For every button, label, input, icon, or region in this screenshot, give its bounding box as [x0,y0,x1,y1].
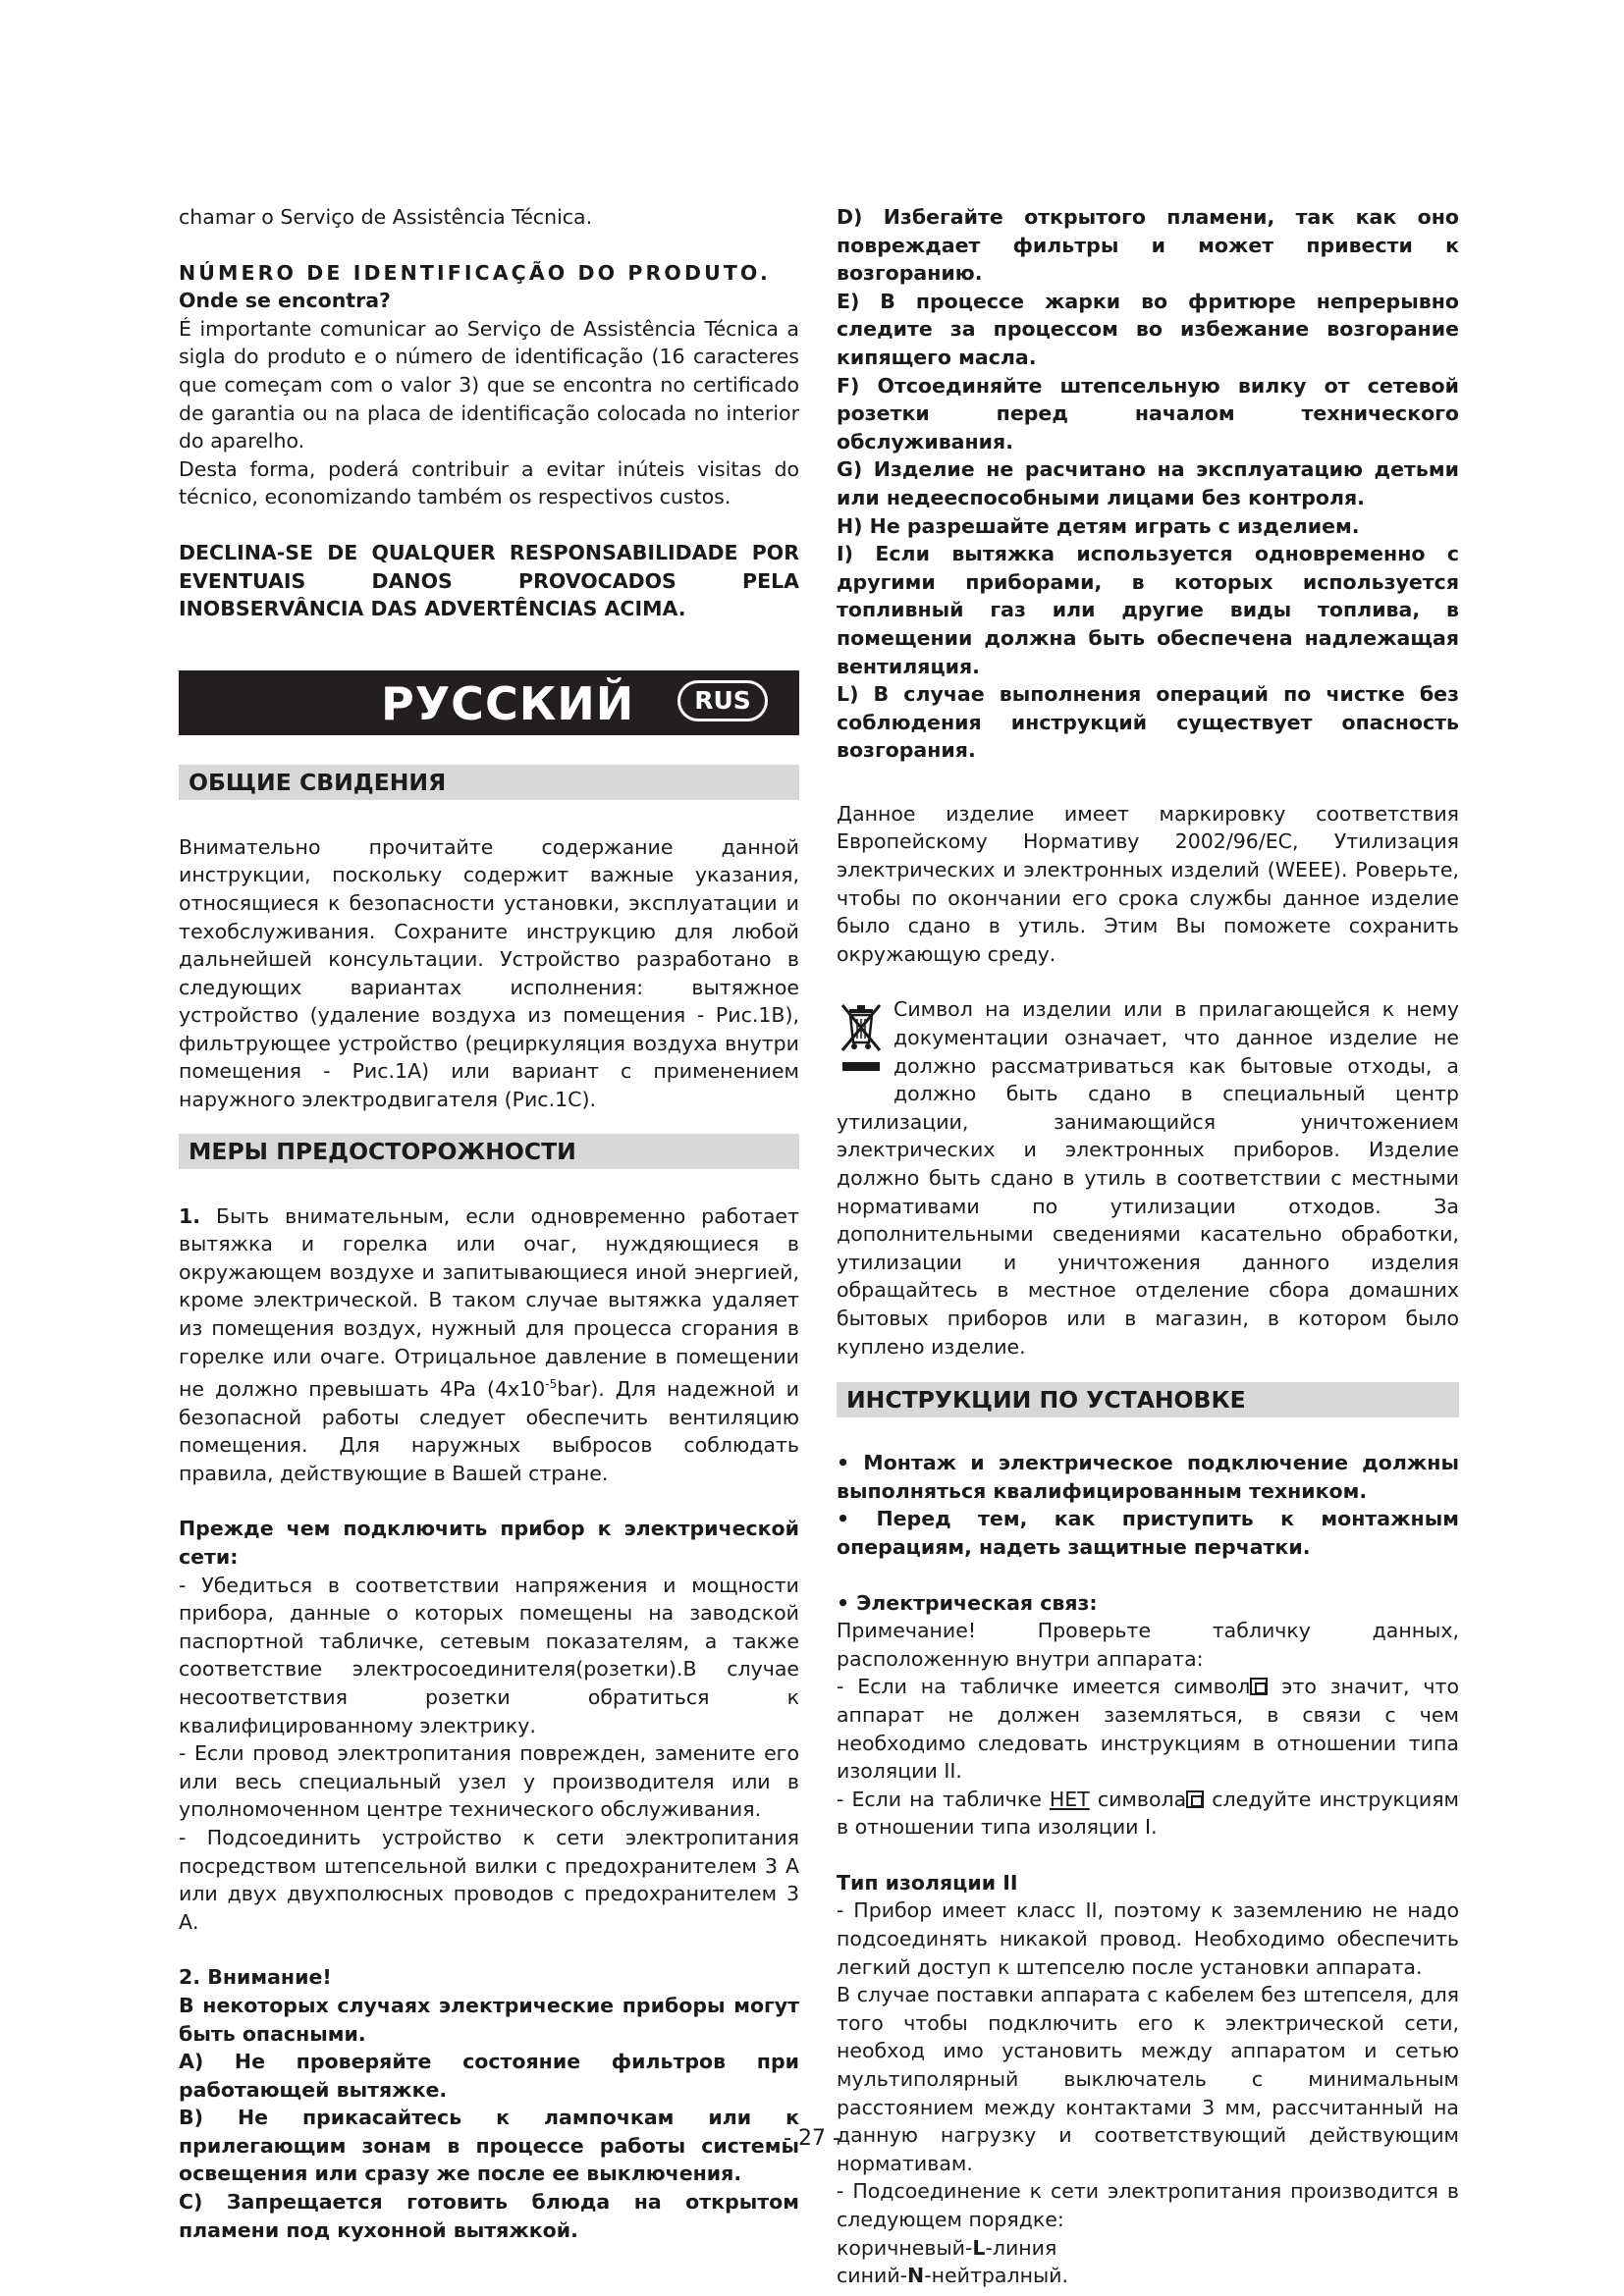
wire-brown [837,2234,1459,2263]
electrical-item-1-b: это значит, что аппарат не должен заземляться, в связи с чем необходимо следовать инструкциям в отношении типа изоляции II. [837,1675,1459,1784]
isolation-heading: Тип изоляции II [837,1870,1018,1895]
weee-body: Символ на изделии или в прилагающейся к нему документации означает, что данное изделие не должно рассматриваться как бытовые отходы, а должно быть сдано в специальный центр утилизации, занимающийся уничтожением электрических и электронных приборов. Изделие должно быть сдано в утиль в соответствии с местными нормативами по утилизации отходов. За дополнительными сведениями касательно обработки, утилизации и уничтожения данного изделия обращайтесь в местное отделение сбора домашних бытовых приборов или в магазин, в котором было куплено изделие. [837,997,1459,1359]
electrical-item-2-a: - Если на табличке [837,1787,1050,1811]
safety-text-a: Быть внимательным, если одновременно работает вытяжка и горелка или очаг, нуждяющиеся в окружающем воздухе и запитывающиеся иной энергией, кроме электрической. В таком случае вытяжка удаляет из помещения воздух, нужный для процесса сгорания в горелке или очаге. Отрицальное давление в помещении не должно превышать 4Pa (4x10 [179,1203,799,1402]
connection-item-1: - Убедиться в соответствии напряжения и мощности прибора, данные о которых помещены на заводской паспортной табличке, сетевым показателям, а также соответствие электросоединителя(розетки).В случае несоответствия розетки обратиться к квалифицированному электрику. [179,1573,799,1737]
warning-e: Е) В процессе жарки во фритюре непрерывно следите за процессом во избежание возгорание кипящего масла. [837,289,1459,369]
double-insulation-icon [1250,1678,1268,1695]
disclaimer: DECLINA-SE DE QUALQUER RESPONSABILIDADE POR EVENTUAIS DANOS PROVOCADOS PELA INOBSERVÂNCIA DAS ADVERTÊNCIAS ACIMA. [179,540,799,621]
general-body: Внимательно прочитайте содержание данной инструкции, поскольку содержит важные указания, относящиеся к безопасности установки, эксплуатации и техобслуживания. Сохраните инструкцию для любой дальнейшей консультации. Устройство разработано в следующих вариантах исполнения: вытяжное устройство (удаление воздуха из помещения - Рис.1В), фильтрующее устройство (рециркуляция воздуха внутри помещения - Рис.1А) или вариант с применением наружного электродвигателя (Рис.1С). [179,834,799,1112]
attention-item-b: В) Не прикасайтесь к лампочкам или к прилегающим зонам в процессе работы системы освещения или сразу же после ее выключения. [179,2106,799,2186]
weee-block [837,995,1459,1361]
wire-blue [837,2262,1459,2290]
safety-item-1 [179,1202,799,1488]
id-title: NÚMERO DE IDENTIFICAÇÃO DO PRODUTO. [179,260,771,285]
attention-item-1: В некоторых случаях электрические приборы могут быть опасными. [179,1993,799,2046]
electrical-item-2-b: символа [1089,1787,1187,1811]
double-insulation-icon [1186,1790,1204,1808]
electrical-note: Примечание! Проверьте табличку данных, расположенную внутри аппарата: [837,1619,1459,1671]
electrical-item-1-a: - Если на табличке имеется символ [837,1675,1251,1699]
language-badge: RUS [677,680,768,721]
wire-blue-c: -нейтралный. [924,2264,1069,2288]
electrical-item-2-underlined: НЕТ [1049,1787,1090,1811]
wire-brown-a: коричневый- [837,2235,973,2260]
connection-item-2: - Если провод электропитания поврежден, замените его или весь специальный узел у производителя или в уполномоченном центре технического обслуживания. [179,1741,799,1822]
warning-i: I) Если вытяжка используется одновременно с другими приборами, в которых используется топливный газ или другие виды топлива, в помещении должна быть обеспечена надлежащая вентиляция. [837,542,1459,678]
section-general: ОБЩИЕ СВИДЕНИЯ [179,765,799,800]
install-item-2: • Перед тем, как приступить к монтажным операциям, надеть защитные перчатки. [837,1507,1459,1559]
section-safety: МЕРЫ ПРЕДОСТОРОЖНОСТИ [179,1134,799,1169]
crossed-bin-icon [837,999,886,1082]
intro-text: chamar o Serviço de Assistência Técnica. [179,205,593,229]
connection-heading: Прежде чем подключить прибор к электрической сети: [179,1517,799,1570]
safety-text-b: bar). Для надежной и безопасной работы следует обеспечить вентиляцию помещения. Для наружных выбросов соблюдать правила, действующие в Вашей стране. [179,1377,800,1485]
weee-intro: Данное изделие имеет маркировку соответствия Европейскому Нормативу 2002/96/EC, Утилизация электрических и электронных изделий (WEEE). Роверьте, чтобы по окончании его срока службы данное изделие было сдано в утиль. Этим Вы поможете сохранить окружающую среду. [837,801,1459,966]
isolation-item-1: - Прибор имеет класс II, поэтому к заземлению не надо подсоединять никакой провод. Необходимо обеспечить легкий доступ к штепселю после установки аппарата. [837,1898,1459,1979]
wire-brown-c: -линия [985,2235,1057,2260]
isolation-item-2: В случае поставки аппарата с кабелем без штепселя, для того чтобы подключить его к электрической сети, необход имо установить между аппаратом и сетью мультиполярный выключатель с минимальным расстоянием между контактами 3 мм, рассчитанный на данную нагрузку и соответствующий действующим нормативам. [837,1983,1459,2175]
page-number: - 27 - [784,2126,840,2151]
warning-f: F) Отсоединяйте штепсельную вилку от сетевой розетки перед началом технического обслуживания. [837,373,1459,454]
electrical-item-2-c: следуйте инструкциям в отношении типа изоляции I. [837,1787,1459,1840]
electrical-item-1 [837,1673,1459,1785]
isolation-item-3: - Подсоединение к сети электропитания производится в следующем порядке: [837,2179,1459,2231]
connection-item-3: - Подсоединить устройство к сети электропитания посредством штепсельной вилки с предохранителем 3 А или двух двухполюсных проводов с предохранителем 3 А. [179,1825,799,1934]
id-body-2: Desta forma, poderá contribuir a evitar inúteis visitas do técnico, economizando também os respectivos custos. [179,456,799,509]
attention-heading: 2. Внимание! [179,1965,332,1990]
warning-l: L) В случае выполнения операций по чистке без соблюдения инструкций существует опасность возгорания. [837,682,1459,763]
warning-g: G) Изделие не расчитано на эксплуатацию детьми или недееспособными лицами без контроля. [837,457,1459,509]
id-subtitle: Onde se encontra? [179,289,391,313]
safety-superscript: -5 [545,1377,558,1392]
attention-item-c: С) Запрещается готовить блюда на открытом пламени под кухонной вытяжкой. [179,2190,799,2242]
warning-d: D) Избегайте открытого пламени, так как оно повреждает фильтры и может привести к возгоранию. [837,205,1459,286]
wire-brown-letter: L [972,2235,986,2260]
section-installation: ИНСТРУКЦИИ ПО УСТАНОВКЕ [837,1382,1459,1417]
safety-number: 1. [179,1203,201,1228]
wire-blue-letter: N [907,2264,925,2288]
electrical-item-2 [837,1786,1459,1842]
electrical-heading: • Электрическая связ: [837,1590,1098,1615]
install-item-1: • Монтаж и электрическое подключение должны выполняться квалифицированным техником. [837,1451,1459,1503]
left-column [179,203,799,2244]
warning-h: H) Не разрешайте детям играть с изделием. [837,513,1360,538]
wire-blue-a: синий- [837,2264,908,2288]
language-title: РУССКИЙ [381,676,635,730]
language-banner [179,670,799,735]
right-column [837,203,1459,2290]
attention-item-a: А) Не проверяйте состояние фильтров при работающей вытяжке. [179,2050,799,2102]
id-body: É importante comunicar ao Serviço de Assistência Técnica a sigla do produto e o número de identificação (16 caracteres que começam com o valor 3) que se encontra no certificado de garantia ou na placa de identificação colocada no interior do aparelho. [179,316,799,454]
